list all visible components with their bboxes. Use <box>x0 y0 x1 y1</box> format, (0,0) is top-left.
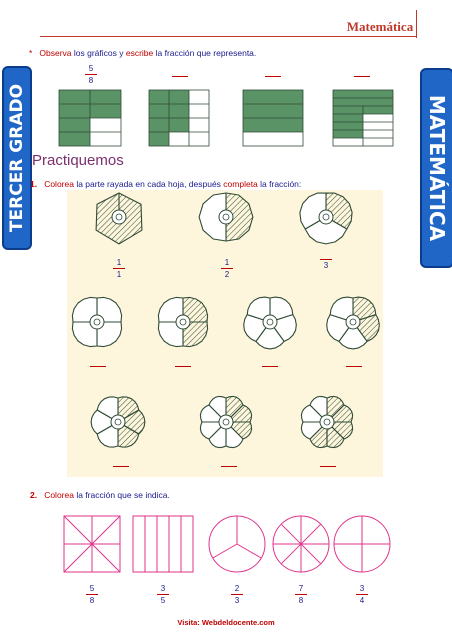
numerator: 1 <box>116 258 122 267</box>
flower-center-dot <box>94 319 100 325</box>
circle-eighths-shape <box>273 516 329 572</box>
denominator: 5 <box>160 596 166 605</box>
denominator: 4 <box>359 596 365 605</box>
flower-center-dot <box>350 319 356 325</box>
flower-4[interactable] <box>72 297 121 346</box>
fraction-bar <box>113 268 125 269</box>
square-eighths-shape <box>64 516 120 572</box>
instr-word: completa <box>223 179 258 189</box>
flower-center-dot <box>323 214 329 220</box>
numerator: 3 <box>359 584 365 593</box>
denominator: 8 <box>89 596 95 605</box>
exercise-number: 1. <box>30 179 38 189</box>
shape-fraction-5 <box>347 584 377 605</box>
instr-text: la fracción: <box>257 179 302 189</box>
fraction-bar <box>320 259 332 260</box>
instr-word: Observa <box>39 48 72 58</box>
numerator: 5 <box>88 64 94 73</box>
exercise-number: 2. <box>30 490 38 500</box>
answer-blank[interactable] <box>221 466 237 467</box>
denominator: 8 <box>298 596 304 605</box>
flower-fraction-2 <box>212 258 242 279</box>
instr-text: la fracción que representa. <box>153 48 257 58</box>
flower-fraction-1 <box>104 258 134 279</box>
bullet: * <box>29 48 33 58</box>
flower-6[interactable] <box>244 297 297 349</box>
flower-center-dot <box>324 419 330 425</box>
fraction-bar <box>221 268 233 269</box>
numerator: 2 <box>234 584 240 593</box>
flower-center-dot <box>115 419 121 425</box>
flower-3[interactable] <box>300 193 352 244</box>
answer-blank[interactable] <box>262 366 278 367</box>
flower-center-dot <box>116 214 122 220</box>
flower-9[interactable] <box>200 396 251 447</box>
shape-fraction-4 <box>286 584 316 605</box>
side-tab-grade-label: TERCER GRADO <box>7 83 28 233</box>
flower-1[interactable] <box>96 193 142 244</box>
flower-fraction-3 <box>311 258 341 270</box>
flower-2[interactable] <box>199 193 253 241</box>
instr-text: la fracción que se indica. <box>73 490 170 500</box>
denominator: 8 <box>88 76 94 85</box>
answer-blank[interactable] <box>346 366 362 367</box>
flower-5[interactable] <box>158 297 207 346</box>
denominator: 3 <box>234 596 240 605</box>
fraction-bar <box>231 594 243 595</box>
flower-8[interactable] <box>91 397 145 447</box>
answer-blank[interactable] <box>113 466 129 467</box>
exercise-2-instruction <box>30 490 170 500</box>
circle-thirds-shape <box>209 516 265 572</box>
shape-fraction-1 <box>77 584 107 605</box>
shape-fraction-2 <box>148 584 178 605</box>
fraction-bar <box>157 594 169 595</box>
instr-text: la parte rayada en cada hoja, después <box>73 179 224 189</box>
denominator: 3 <box>323 261 329 270</box>
fraction-bar <box>356 594 368 595</box>
shape-fraction-3 <box>222 584 252 605</box>
numerator: 7 <box>298 584 304 593</box>
fraction-bar <box>295 594 307 595</box>
footer-link[interactable]: Visita: Webdeldocente.com <box>177 618 275 627</box>
fraction-bar <box>86 594 98 595</box>
section-title: Practiquemos <box>32 152 124 169</box>
instr-word: Colorea <box>44 179 74 189</box>
numerator: 5 <box>89 584 95 593</box>
flower-center-dot <box>180 319 186 325</box>
flower-center-dot <box>267 319 273 325</box>
instr-word: escribe <box>125 48 154 58</box>
flower-10[interactable] <box>301 396 352 447</box>
side-tab-subject-label: MATEMÁTICA <box>425 94 450 242</box>
denominator: 1 <box>116 270 122 279</box>
instr-word: Colorea <box>44 490 74 500</box>
header-title: Matemática <box>346 19 414 34</box>
flower-7[interactable] <box>327 297 380 349</box>
circle-quarters-shape <box>334 516 390 572</box>
numerator: 1 <box>224 258 230 267</box>
instr-text: los gráficos y <box>71 48 126 58</box>
numerator: 3 <box>160 584 166 593</box>
fraction-shapes <box>0 510 452 580</box>
answer-blank[interactable] <box>175 366 191 367</box>
answer-blank[interactable] <box>320 466 336 467</box>
denominator: 2 <box>224 270 230 279</box>
flower-center-dot <box>223 214 229 220</box>
flower-center-dot <box>223 419 229 425</box>
rectangle-fifths-shape <box>133 516 193 572</box>
answer-blank[interactable] <box>90 366 106 367</box>
